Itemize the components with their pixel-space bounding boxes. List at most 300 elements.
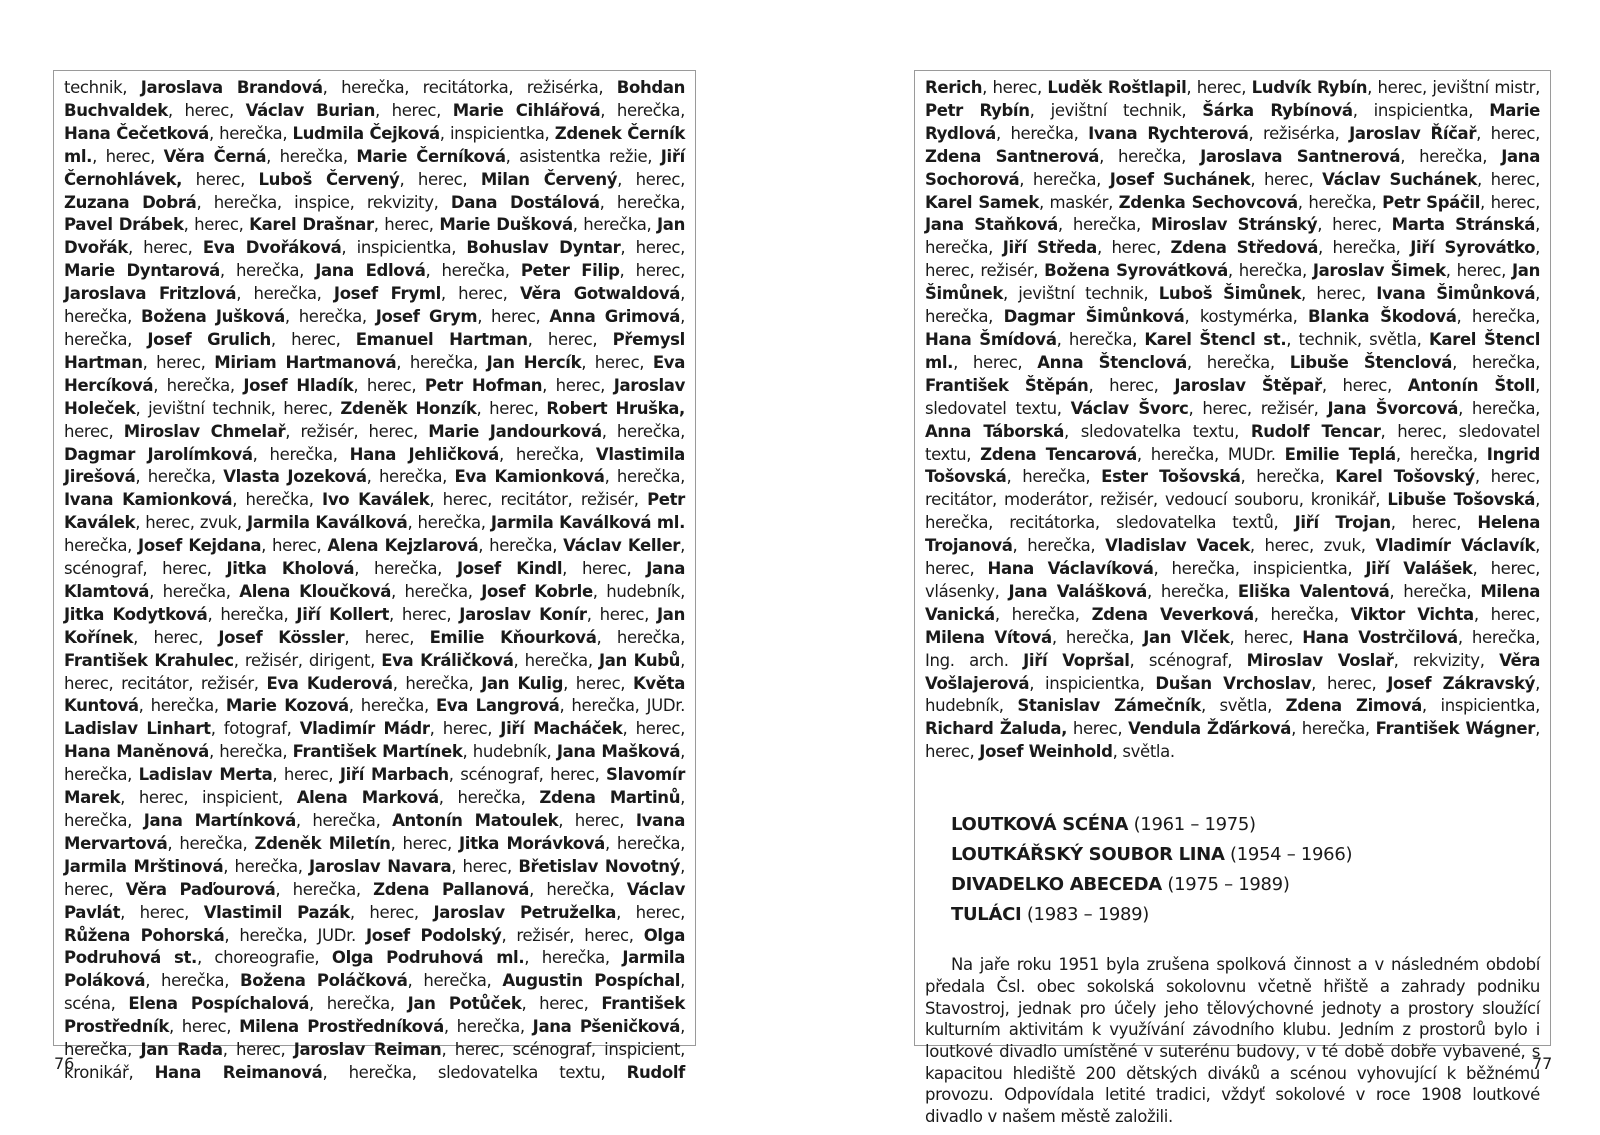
role-text: , herečka, <box>208 123 293 143</box>
person-name: Dana Dostálová <box>450 192 600 212</box>
role-text: , herec, inspicient, <box>120 788 297 808</box>
person-name: Jarmila Kaválková ml. <box>490 513 685 533</box>
role-text: , herec, <box>373 215 440 235</box>
person-name: Josef Hladík <box>243 375 354 395</box>
person-name: Eva Kuderová <box>266 673 393 693</box>
role-text: , herečka, <box>1019 169 1110 189</box>
person-name: Rerich <box>925 78 983 97</box>
role-text: , herečka, <box>219 261 316 281</box>
role-text: , herečka, <box>407 513 491 533</box>
role-text: , scéna, <box>64 971 685 1014</box>
person-name: Marie Dušková <box>439 215 573 235</box>
role-text: , herec, <box>562 559 647 579</box>
person-name: Zdena Martinů <box>539 788 681 808</box>
person-name: Jiří Marbach <box>339 765 449 785</box>
person-name: Jana Pšeničková <box>532 1017 681 1037</box>
role-text: , herec, recitátor, moderátor, režisér, vedoucí souboru, kronikář, <box>925 467 1540 510</box>
role-text: , kostymérka, <box>1184 307 1309 327</box>
person-name: Vendula Žďárková <box>1128 719 1292 739</box>
section-heading: LOUTKÁŘSKÝ SOUBOR LINA (1954 – 1966) <box>951 844 1353 866</box>
role-text: , inspicientka, <box>341 238 467 258</box>
role-text: , herec, <box>127 238 203 258</box>
person-name: Dagmar Šimůnková <box>1003 307 1185 327</box>
role-text: , herečka, sledovatelka textu, <box>322 1062 627 1082</box>
person-name: Josef Grym <box>375 307 478 327</box>
person-name: Jana Klamtová <box>64 559 686 601</box>
role-text: , herec, <box>270 329 356 349</box>
role-text: , herec, <box>563 673 633 693</box>
role-text: , herec, <box>1445 261 1513 281</box>
role-text: herec, <box>64 421 124 441</box>
role-text: , herec, <box>272 765 340 785</box>
role-text: , herec, <box>64 856 685 899</box>
person-name: Růžena Pohorská <box>64 925 225 945</box>
role-text: , herec, <box>616 902 685 922</box>
person-name: Eva Králičková <box>381 650 514 670</box>
person-name: Pavel Drábek <box>64 215 184 235</box>
role-text: , herečka, <box>498 444 596 464</box>
role-text: , herečka, MUDr. <box>1136 444 1285 464</box>
person-name: Šárka Rybínová <box>1202 100 1353 120</box>
role-text: , herec, <box>581 352 653 372</box>
role-text: , herec, <box>92 146 164 166</box>
person-name: Božena Jušková <box>140 307 285 327</box>
person-name: Karel Tošovský <box>1335 467 1475 487</box>
person-name: Miroslav Stránský <box>1151 215 1318 235</box>
role-text: , herec, <box>542 375 614 395</box>
role-text: , herečka, inspice, rekvizity, <box>196 192 451 212</box>
person-name: Jan Kořínek <box>64 604 685 647</box>
role-text: , hudebník, <box>592 581 685 601</box>
person-name: Marta Stránská <box>1391 215 1536 235</box>
person-name: Jaroslav Šimek <box>1312 261 1446 281</box>
role-text: , herečka, <box>604 467 685 487</box>
person-name: Eva Kamionková <box>454 467 605 487</box>
role-text: , herec, <box>1229 627 1303 647</box>
person-name: Viktor Vichta <box>1350 604 1474 624</box>
role-text: , hudebník, <box>925 673 1540 716</box>
role-text: , jevištní technik, <box>1002 284 1159 304</box>
person-name: Zuzana Dobrá <box>64 192 197 212</box>
person-name: Anna Grimová <box>549 307 681 327</box>
person-name: Věra Černá <box>163 146 267 166</box>
role-text: , inspicientka, <box>1352 100 1490 120</box>
person-name: Přemysl Hartman <box>64 329 685 372</box>
person-name: Karel Samek <box>925 192 1039 212</box>
role-text: , herec, <box>349 902 434 922</box>
person-name: Milena Prostředníková <box>239 1017 444 1037</box>
person-name: Václav Burian <box>245 100 375 120</box>
role-text: , herec, <box>925 536 1541 579</box>
role-text: , herečka, <box>995 123 1089 143</box>
role-text: , herečka, <box>1452 352 1540 372</box>
role-text: , herečka, <box>994 604 1092 624</box>
left-page-text <box>64 77 685 1085</box>
role-text: , herečka, <box>1456 307 1540 327</box>
person-name: Václav Suchánek <box>1322 169 1477 189</box>
role-text: , herečka, <box>604 833 685 853</box>
person-name: Robert Hruška, <box>546 398 685 418</box>
person-name: Jan Šimůnek <box>925 261 1540 304</box>
person-name: Marie Černíková <box>356 146 506 166</box>
person-name: Hana Jehličková <box>349 444 499 464</box>
person-name: Milena Vanická <box>925 581 1541 624</box>
role-text: , herečka, <box>308 994 408 1014</box>
role-text: , herečka, <box>425 261 521 281</box>
role-text: , herečka, <box>391 581 482 601</box>
person-name: Josef Suchánek <box>1109 169 1251 189</box>
person-name: Jana Edlová <box>315 261 426 281</box>
person-name: Libuše Štenclová <box>1289 352 1453 372</box>
person-name: Karel Drašnar <box>249 215 374 235</box>
person-name: Eva Langrová <box>435 696 560 716</box>
person-name: Petr Spáčil <box>1382 192 1480 212</box>
person-name: Josef Kejdana <box>138 536 262 556</box>
person-name: Jitka Morávková <box>458 833 605 853</box>
person-name: Jana Švorcová <box>1327 398 1459 418</box>
person-name: Olga Podruhová st. <box>64 925 685 968</box>
role-text: , asistentka režie, <box>505 146 661 166</box>
role-text: , herečka, <box>1400 146 1502 166</box>
role-text: , herečka, <box>145 971 241 991</box>
person-name: Zdena Veverková <box>1091 604 1254 624</box>
role-text: , herec, <box>183 215 250 235</box>
role-text: , herečka, <box>1057 215 1152 235</box>
role-text: , herečka, <box>599 192 685 212</box>
role-text: , herečka, <box>366 467 455 487</box>
role-text: , fotograf, <box>210 719 300 739</box>
person-name: Rudolf <box>626 1062 685 1082</box>
person-name: Alena Kejzlarová <box>327 536 479 556</box>
role-text: , herečka, <box>1146 581 1238 601</box>
role-text: , herečka, <box>64 1017 685 1060</box>
role-text: , herečka, inspicientka, <box>1153 559 1366 579</box>
role-text: , herec, <box>1476 123 1541 143</box>
role-text: , herečka, <box>1227 261 1313 281</box>
role-text: , herečka, <box>1240 467 1336 487</box>
person-name: Jaroslav Štěpař <box>1174 375 1322 395</box>
person-name: Věra Vošlajerová <box>925 650 1540 693</box>
role-text: , režisérka, <box>1248 123 1350 143</box>
role-text: , herečka, <box>153 375 244 395</box>
person-name: Karel Štencl st. <box>1144 329 1287 349</box>
section-heading-list <box>951 810 1540 930</box>
role-text: , herečka, <box>529 879 627 899</box>
role-text: , herečka, <box>1297 192 1383 212</box>
section-heading: DIVADELKO ABECEDA (1975 – 1989) <box>951 874 1290 896</box>
role-text: , herečka, <box>232 490 323 510</box>
person-name: Zdeněk Miletín <box>254 833 391 853</box>
role-text: , herec, režisér, <box>1188 398 1328 418</box>
person-name: Vlastimil Pazák <box>203 902 350 922</box>
person-name: Slavomír Marek <box>64 765 685 808</box>
person-name: Anna Štenclová <box>1037 352 1187 372</box>
person-name: Jan Rada <box>140 1040 223 1060</box>
person-name: Jiří Kollert <box>296 604 389 624</box>
person-name: Jana Staňková <box>925 215 1058 235</box>
role-text: , herečka, <box>600 100 685 120</box>
person-name: Elena Pospíchalová <box>128 994 309 1014</box>
role-text: , herec, <box>586 604 657 624</box>
person-name: Ivana Šimůnková <box>1376 284 1536 304</box>
person-name: Jan Vlček <box>1143 627 1230 647</box>
role-text: herečka, <box>64 536 139 556</box>
role-text: , herec, recitátor, režisér, <box>64 650 685 693</box>
person-name: Miroslav Voslař <box>1246 650 1394 670</box>
role-text: , herec, <box>168 1017 240 1037</box>
role-text: , inspicientka, <box>1421 696 1540 716</box>
role-text: , herec, <box>429 719 501 739</box>
person-name: Ludmila Čejková <box>292 123 440 143</box>
person-name: Vladimír Mádr <box>299 719 430 739</box>
person-name: Peter Filip <box>520 261 620 281</box>
role-text: , herec, <box>620 238 686 258</box>
person-name: Jarmila Poláková <box>64 948 685 991</box>
page-number-left: 76 <box>54 1054 75 1073</box>
role-text: , herečka, <box>135 467 224 487</box>
role-text: , scénograf, herec, <box>64 536 685 579</box>
person-name: František Krahulec <box>64 650 234 670</box>
role-text: , herečka, <box>1012 536 1106 556</box>
role-text: , herečka, <box>138 696 226 716</box>
role-text: , herec, <box>558 811 636 830</box>
person-name: Ludvík Rybín <box>1251 78 1368 97</box>
person-name: Jitka Kholová <box>226 559 355 579</box>
role-text: , herec, <box>440 284 520 304</box>
role-text: , herec, <box>1250 169 1323 189</box>
person-name: Petr Kaválek <box>64 490 685 533</box>
person-name: Eliška Valentová <box>1237 581 1390 601</box>
role-text: , rekvizity, <box>1393 650 1500 670</box>
role-text: , herec, <box>1088 375 1175 395</box>
role-text: , herec, zvuk, <box>1249 536 1376 556</box>
role-text: , herečka, <box>167 833 255 853</box>
role-text: , herečka, <box>223 856 310 876</box>
role-text: , herec, režisér, <box>925 238 1540 281</box>
person-name: Josef Kössler <box>218 627 345 647</box>
role-text: , herečka, <box>1318 238 1411 258</box>
role-text: , choreografie, <box>196 948 332 968</box>
role-text: , herečka, <box>1253 604 1351 624</box>
role-text: , herečka, recitátorka, režisérka, <box>322 78 617 97</box>
person-name: Rudolf Tencar <box>1250 421 1381 441</box>
role-text: , herečka, <box>64 788 686 830</box>
person-name: Marie Cihlářová <box>452 100 601 120</box>
right-page-text <box>925 77 1540 764</box>
person-name: Břetislav Novotný <box>518 856 681 876</box>
person-name: Vlastimila Jirešová <box>64 444 685 487</box>
person-name: Ivana Kamionková <box>64 490 233 510</box>
person-name: Libuše Tošovská <box>1387 490 1536 510</box>
role-text: , herec, <box>1301 284 1377 304</box>
person-name: Ester Tošovská <box>1101 467 1241 487</box>
person-name: Antonín Matoulek <box>392 811 559 830</box>
person-name: Bohdan Buchvaldek <box>64 78 686 120</box>
role-text: , herečka, <box>1099 146 1201 166</box>
person-name: Jitka Kodytková <box>64 604 208 624</box>
role-text: , herec, <box>622 719 685 739</box>
person-name: Jarmila Kaválková <box>247 513 408 533</box>
role-text: , režisér, herec, <box>285 421 429 441</box>
person-name: Jan Hercík <box>486 352 582 372</box>
person-name: Luděk Roštlapil <box>1047 78 1187 97</box>
person-name: Josef Podolský <box>365 925 502 945</box>
role-text: , herečka, <box>252 444 350 464</box>
person-name: Jarmila Mrštinová <box>64 856 224 876</box>
role-text: , herečka, <box>1051 627 1144 647</box>
person-name: Emanuel Hartman <box>355 329 528 349</box>
person-name: Zdenek Černík ml. <box>64 123 685 166</box>
person-name: Marie Rydlová <box>925 100 1540 143</box>
role-text: , herec, sledovatel textu, <box>925 421 1540 464</box>
person-name: Milena Vítová <box>925 627 1052 647</box>
role-text: , herec, <box>374 100 453 120</box>
person-name: Božena Poláčková <box>240 971 408 991</box>
role-text: , herec, <box>1096 238 1171 258</box>
role-text: , inspicientka, <box>1029 673 1156 693</box>
role-text: , herečka, <box>438 788 540 808</box>
person-name: Vladimír Václavík <box>1375 536 1536 556</box>
person-name: Eva Hercíková <box>64 352 685 395</box>
person-name: Jaroslava Santnerová <box>1200 146 1401 166</box>
role-text: , herečka, <box>1389 581 1481 601</box>
person-name: Jan Kubů <box>598 650 681 670</box>
role-text: , herec, <box>353 375 425 395</box>
role-text: , herečka, <box>1056 329 1145 349</box>
person-name: Alena Marková <box>296 788 439 808</box>
person-name: Zdena Santnerová <box>925 146 1100 166</box>
role-text: , sledovatelka textu, <box>1064 421 1251 441</box>
role-text: , herečka, <box>64 307 685 349</box>
role-text: , herečka, <box>925 215 1540 258</box>
role-text: , herec, <box>399 169 481 189</box>
role-text: , herec, jevištní mistr, <box>1367 78 1540 97</box>
role-text: , herec, <box>344 627 430 647</box>
person-name: Václav Švorc <box>1070 398 1189 418</box>
role-text: , herečka, <box>572 215 658 235</box>
person-name: Vladislav Vacek <box>1105 536 1250 556</box>
person-name: Zdena Zimová <box>1285 696 1422 716</box>
person-name: Jiří Syrovátko <box>1410 238 1536 258</box>
person-name: Hana Maněnová <box>64 742 209 762</box>
person-name: Václav Pavlát <box>64 879 685 922</box>
person-name: Helena Trojanová <box>925 513 1540 556</box>
role-text: , herec, <box>389 604 460 624</box>
role-text: , herec, zvuk, <box>135 513 248 533</box>
role-text: , herec, scénograf, inspicient, kronikář, <box>64 1040 685 1082</box>
role-text: , herec, <box>619 261 685 281</box>
role-text: , herec, <box>1321 375 1408 395</box>
person-name: Jiří Černohlávek, <box>64 146 685 189</box>
role-text: , herečka, <box>601 421 685 441</box>
person-name: František Štěpán <box>925 375 1089 395</box>
role-text: , světla. <box>1112 742 1175 762</box>
person-name: Jan Dvořák <box>64 215 685 258</box>
role-text: , herec, <box>982 78 1048 97</box>
person-name: Hana Reimanová <box>154 1062 323 1082</box>
person-name: Jana Valášková <box>1008 581 1147 601</box>
role-text: , herečka, <box>443 1017 533 1037</box>
role-text: , herečka, Ing. arch. <box>925 627 1540 670</box>
role-text: , režisér, herec, <box>501 925 644 945</box>
person-name: Dušan Vrchoslav <box>1155 673 1312 693</box>
role-text: , scénograf, herec, <box>448 765 607 785</box>
person-name: Zdena Tencarová <box>980 444 1137 464</box>
person-name: Marie Dyntarová <box>64 261 220 281</box>
role-text: , herec, <box>261 536 328 556</box>
person-name: František Wágner <box>1375 719 1536 739</box>
intro-paragraph: Na jaře roku 1951 byla zrušena spolková činnost a v následném období předala Čsl. obec sokolská sokolovnu včetně hřiště a zahrady podniku Stavostroj, jednak pro účely jeho tělovýchovné jednoty a prostory sloužící kulturním aktivitám k využívání závodního klubu. Jedním z prostorů bylo i loutkové divadlo umístěné v suterénu budovy, v té době dobře vybavené, s kapacitou hlediště 200 dětských diváků a scénou vyhovující k běžnému provozu. Odpovídala letité tradici, vždyť sokolové v roce 1908 loutkové divadlo v našem městě založili. <box>925 955 1540 1127</box>
person-name: Richard Žaluda, <box>925 719 1068 739</box>
role-text: , inspicientka, <box>439 123 555 143</box>
role-text: , herečka, <box>348 696 436 716</box>
person-name: Věra Gotwaldová <box>519 284 681 304</box>
role-text: , herec, <box>476 398 547 418</box>
person-name: Petr Rybín <box>925 100 1030 120</box>
person-name: Zdena Pallanová <box>373 879 530 899</box>
role-text: , herečka, <box>407 971 503 991</box>
role-text: , herečka, <box>64 742 686 785</box>
person-name: Hana Čečetková <box>64 123 209 143</box>
person-name: Věra Paďourová <box>125 879 276 899</box>
person-name: Jaroslava Brandová <box>140 78 323 97</box>
role-text: , jevištní technik, herec, <box>135 398 341 418</box>
role-text: , jevištní technik, <box>1029 100 1203 120</box>
person-name: Jan Potůček <box>407 994 522 1014</box>
role-text: , herečka, recitátorka, sledovatelka textů, <box>925 490 1540 533</box>
role-text: , hudebník, <box>462 742 557 762</box>
role-text: herec, <box>182 169 259 189</box>
person-name: Jaroslava Fritzlová <box>64 284 237 304</box>
person-name: Miroslav Chmelař <box>123 421 286 441</box>
role-text: , herec, <box>390 833 459 853</box>
person-name: Ivana Mervartová <box>64 811 685 853</box>
person-name: Božena Syrovátková <box>1044 261 1228 281</box>
person-name: Jiří Vopršal <box>1023 650 1130 670</box>
person-name: Květa Kuntová <box>64 673 685 716</box>
role-text: , herečka, <box>149 581 240 601</box>
role-text: , herec, <box>133 627 219 647</box>
role-text: , herečka, <box>1458 398 1541 418</box>
role-text: , herečka, JUDr. <box>559 696 686 716</box>
role-text: , herečka, <box>236 284 334 304</box>
section-heading: LOUTKOVÁ SCÉNA (1961 – 1975) <box>951 814 1256 836</box>
person-name: Luboš Šimůnek <box>1158 284 1302 304</box>
person-name: Jaroslav Říčař <box>1349 123 1477 143</box>
role-text: , herečka, <box>596 627 685 647</box>
person-name: Emilie Kňourková <box>429 627 597 647</box>
person-name: Miriam Hartmanová <box>214 352 397 372</box>
role-text: , herec, <box>953 352 1038 372</box>
person-name: Zdeněk Honzík <box>340 398 477 418</box>
role-text: technik, <box>64 78 141 97</box>
person-name: Ivana Rychterová <box>1088 123 1249 143</box>
role-text: , herečka, <box>392 673 482 693</box>
person-name: Jiří Trojan <box>1294 513 1391 533</box>
person-name: Jaroslav Konír <box>459 604 587 624</box>
person-name: Josef Fryml <box>333 284 441 304</box>
person-name: Hana Vostrčilová <box>1302 627 1458 647</box>
person-name: Milan Červený <box>480 169 618 189</box>
person-name: Ingrid Tošovská <box>925 444 1540 487</box>
person-name: Marie Kozová <box>225 696 349 716</box>
role-text: , herec, <box>142 352 215 372</box>
role-text: , maskér, <box>1038 192 1119 212</box>
person-name: Jana Mašková <box>556 742 681 762</box>
role-text: , herečka, <box>478 536 564 556</box>
role-text: , herec, <box>222 1040 294 1060</box>
role-text: , herec, vlásenky, <box>925 559 1540 601</box>
